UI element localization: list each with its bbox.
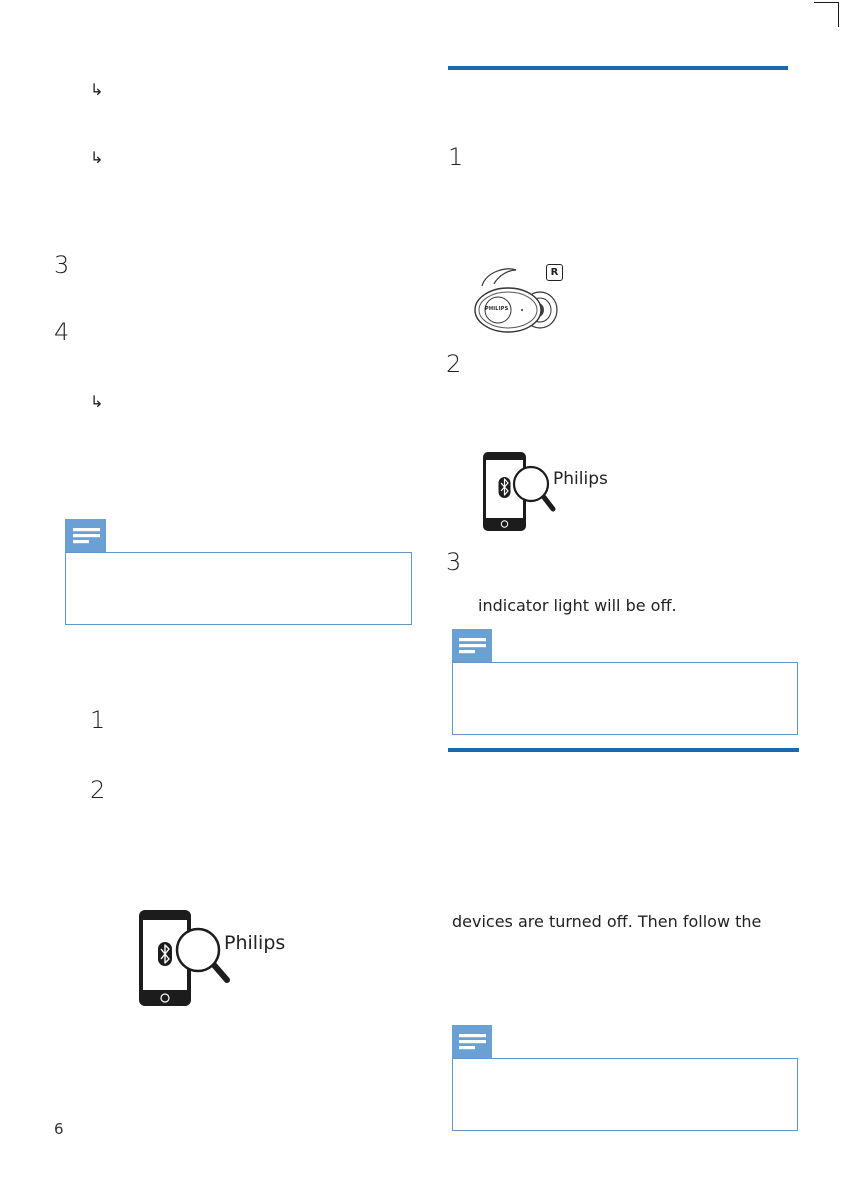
page-number: 6 (54, 1120, 64, 1138)
section-rule (448, 748, 799, 752)
note-icon (452, 629, 492, 662)
step-number: 1 (448, 143, 464, 171)
substep-number: 1 (90, 706, 106, 734)
note-box (452, 1058, 798, 1131)
search-text: Philips (224, 932, 286, 954)
section-rule (448, 66, 788, 70)
step-number: 2 (446, 350, 462, 378)
phone-search-illustration (137, 908, 317, 1008)
note-icon (452, 1025, 492, 1058)
earbud-brand-text: PHILIPS (485, 306, 509, 312)
note-tab (452, 629, 492, 662)
note-box (65, 552, 412, 625)
phone-bluetooth-icon (137, 908, 317, 1008)
note-tab (452, 1025, 492, 1058)
right-side-marker: R (546, 264, 563, 281)
crop-mark (814, 2, 839, 27)
substep-number: 2 (90, 776, 106, 804)
phone-bluetooth-icon (481, 450, 561, 532)
note-tab (65, 519, 106, 552)
note-icon (65, 519, 106, 552)
step-number: 3 (54, 251, 70, 279)
step-number: 3 (446, 548, 462, 576)
search-text: Philips (553, 469, 608, 489)
step-number: 4 (54, 318, 70, 346)
phone-search-illustration (481, 450, 641, 532)
result-arrow-icon: ↳ (90, 148, 104, 167)
result-arrow-icon: ↳ (90, 392, 104, 411)
body-text: indicator light will be off. (478, 596, 677, 615)
note-box (452, 662, 798, 735)
body-text: devices are turned off. Then follow the (452, 912, 762, 931)
result-arrow-icon: ↳ (90, 80, 104, 99)
